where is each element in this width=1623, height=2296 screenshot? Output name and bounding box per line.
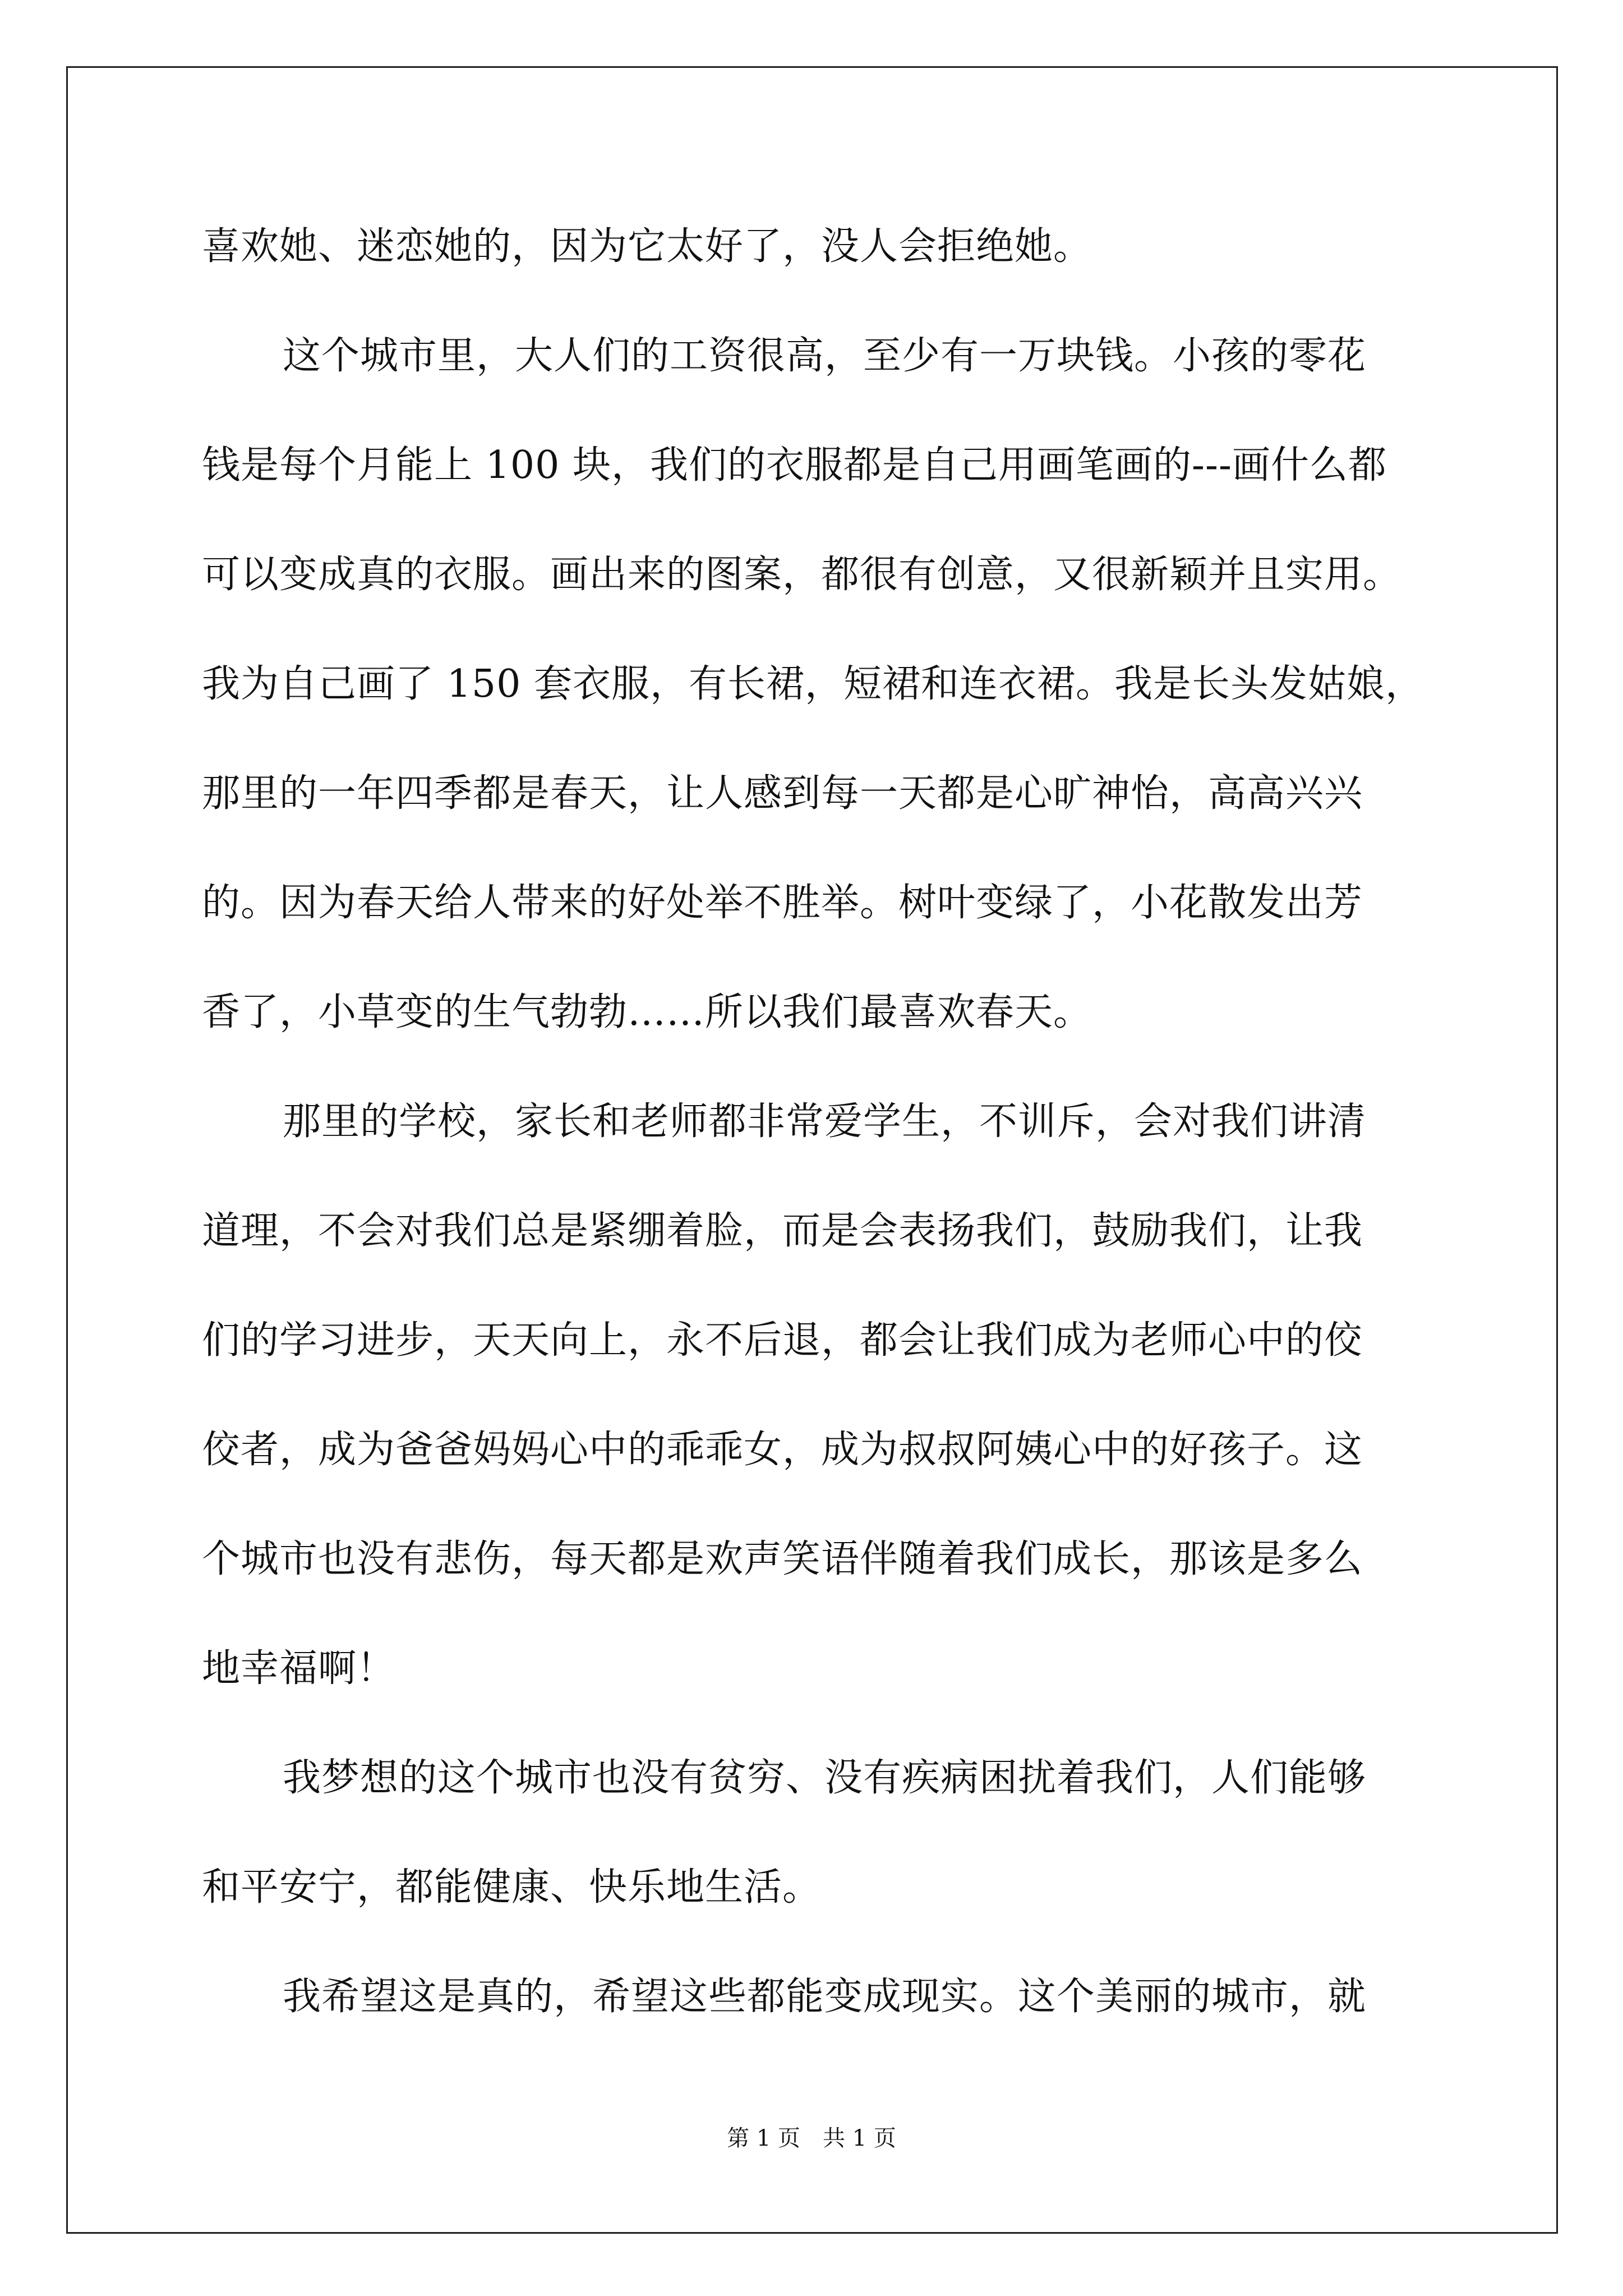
text-line: 我希望这是真的，希望这些都能变成现实。这个美丽的城市，就 — [283, 1975, 1367, 2019]
page-total: 共 1 页 — [823, 2125, 896, 2151]
text-line: 道理，不会对我们总是紧绷着脸，而是会表扬我们，鼓励我们，让我 — [202, 1209, 1363, 1253]
text-line: 这个城市里，大人们的工资很高，至少有一万块钱。小孩的零花 — [283, 334, 1367, 378]
text-line: 们的学习进步，天天向上，永不后退，都会让我们成为老师心中的佼 — [202, 1318, 1363, 1363]
text-line: 我为自己画了 150 套衣服，有长裙，短裙和连衣裙。我是长头发姑娘， — [202, 662, 1424, 706]
text-line: 我梦想的这个城市也没有贫穷、没有疾病困扰着我们，人们能够 — [283, 1756, 1367, 1800]
text-line: 地幸福啊！ — [202, 1646, 396, 1691]
text-line: 喜欢她、迷恋她的，因为它太好了，没人会拒绝她。 — [202, 224, 1092, 269]
document-body — [202, 213, 1469, 2073]
page-footer — [0, 2120, 1623, 2152]
text-line: 那里的一年四季都是春天，让人感到每一天都是心旷神怡，高高兴兴 — [202, 771, 1363, 816]
text-line: 和平安宁，都能健康、快乐地生活。 — [202, 1865, 822, 1910]
text-line: 香了，小草变的生气勃勃……所以我们最喜欢春天。 — [202, 990, 1092, 1034]
text-line: 佼者，成为爸爸妈妈心中的乖乖女，成为叔叔阿姨心中的好孩子。这 — [202, 1428, 1363, 1472]
text-line: 的。因为春天给人带来的好处举不胜举。树叶变绿了，小花散发出芳 — [202, 881, 1363, 925]
text-line: 钱是每个月能上 100 块，我们的衣服都是自己用画笔画的---画什么都 — [202, 443, 1387, 487]
page-number: 第 1 页 — [727, 2125, 800, 2151]
text-line: 那里的学校，家长和老师都非常爱学生，不训斥，会对我们讲清 — [283, 1099, 1367, 1144]
text-line: 可以变成真的衣服。画出来的图案，都很有创意，又很新颖并且实用。 — [202, 553, 1402, 597]
text-line: 个城市也没有悲伤，每天都是欢声笑语伴随着我们成长，那该是多么 — [202, 1537, 1363, 1581]
